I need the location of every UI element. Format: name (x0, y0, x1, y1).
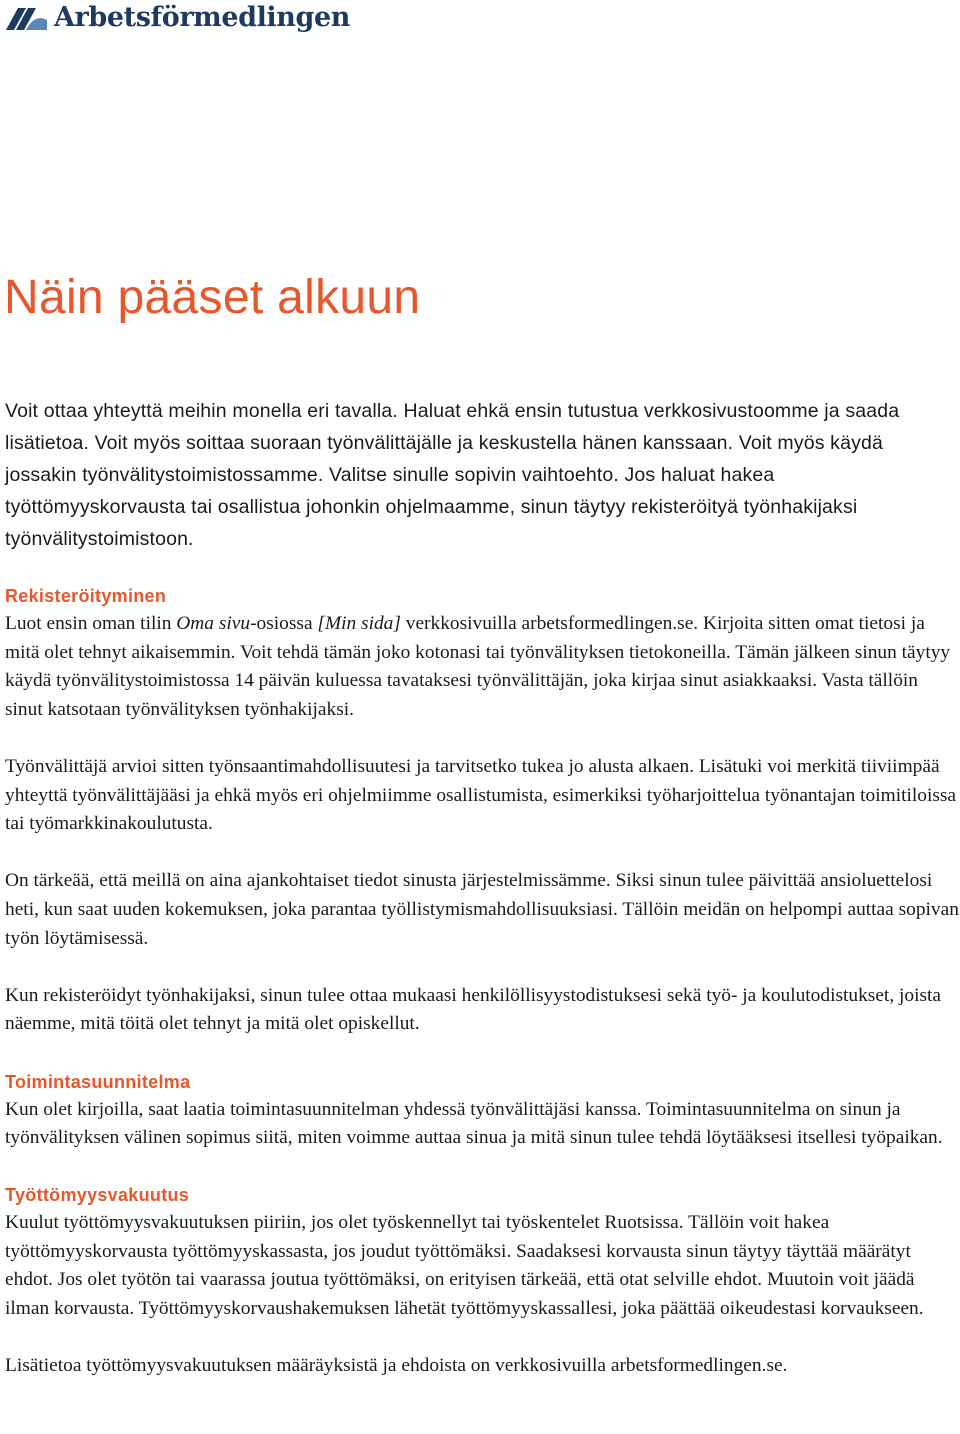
section-heading-unemployment-insurance: Työttömyysvakuutus (5, 1185, 190, 1206)
registration-text: -osiossa (250, 613, 318, 634)
action-plan-paragraph: Kun olet kirjoilla, saat laatia toimintasuunnitelman yhdessä työnvälittäjäsi kanssa. Toimintasuunnitelma on sinun ja työnvälityksen välinen sopimus siitä, miten voimme auttaa sinua ja mitä sinun tulee tehdä löytääksesi itsellesi työpaikan. (5, 1098, 943, 1149)
registration-paragraph-4: Kun rekisteröidyt työnhakijaksi, sinun tulee ottaa mukaasi henkilöllisyystodistuksesi sekä työ- ja koulutodistukset, joista näemme, mitä töitä olet tehnyt ja mitä olet opiskellut. (5, 984, 942, 1035)
registration-paragraph-3: On tärkeää, että meillä on aina ajankohtaiset tiedot sinusta järjestelmissämme. Siksi sinun tulee päivittää ansioluettelosi heti, kun saat uuden kokemuksen, joka parantaa työllistymismahdollisuuksiasi. Tällöin meidän on helpompi auttaa sopivan työn löytämisessä. (5, 870, 959, 949)
unemployment-insurance-paragraph-1: Kuulut työttömyysvakuutuksen piiriin, jos olet työskennellyt tai työskentelet Ruotsissa. Tällöin voit hakea työttömyyskorvausta työttömyyskassasta, jos joudut työttömäksi. Saadaksesi korvausta sinun täytyy täyttää määrätyt ehdot. Jos olet työtön tai vaarassa joutua työttömäksi, on erityisen tärkeää, että otat selville ehdot. Muutoin voit jäädä ilman korvausta. Työttömyyskorvaushakemuksen lähetät työttömyyskassallesi, joka päättää oikeudestasi korvaukseen. (5, 1212, 924, 1320)
page-title: Näin pääset alkuun (4, 271, 421, 324)
oma-sivu-term: Oma sivu (176, 613, 251, 634)
arbetsformedlingen-logo-icon (4, 4, 48, 32)
registration-text: verkkosivuilla arbetsformedlingen.se. Kirjoita sitten omat tietosi ja mitä olet tehnyt aikaisemmin. Voit tehdä tämän joko kotonasi tai työnvälityksen tietokoneilla. Tämän jälkeen sinun täytyy käydä työnvälitystoimistossa 14 päivän kuluessa tavataksesi työnvälittäjän, joka kirjaa sinut asiakkaaksi. Vasta tällöin sinut katsotaan työnvälityksen työnhakijaksi. (5, 613, 951, 720)
registration-text: Luot ensin oman tilin (5, 613, 177, 634)
section-heading-registration: Rekisteröityminen (5, 586, 167, 606)
section-heading-action-plan: Toimintasuunnitelma (5, 1071, 191, 1092)
registration-paragraph-1 (5, 610, 960, 724)
min-sida-term: [Min sida] (317, 613, 401, 634)
unemployment-insurance-paragraph-2: Lisätietoa työttömyysvakuutuksen määräyksistä ja ehdoista on verkkosivuilla arbetsformedlingen.se. (5, 1355, 788, 1377)
logo-text: Arbetsförmedlingen (54, 2, 351, 33)
registration-paragraph-2: Työnvälittäjä arvioi sitten työnsaantimahdollisuutesi ja tarvitsetko tukea jo alusta alkaen. Lisätuki voi merkitä tiiviimpää yhteyttä työnvälittäjääsi ja ehkä myös eri ohjelmiimme osallistumista, esimerkiksi työharjoittelua työnantajan toimitiloissa tai työmarkkinakoulutusta. (5, 755, 957, 835)
site-logo (4, 0, 350, 36)
intro-paragraph: Voit ottaa yhteyttä meihin monella eri tavalla. Haluat ehkä ensin tutustua verkkosivustoomme ja saada lisätietoa. Voit myös soittaa suoraan työnvälittäjälle ja keskustella hänen kanssaan. Voit myös käydä jossakin työnvälitystoimistossamme. Valitse sinulle sopivin vaihtoehto. Jos haluat hakea työttömyyskorvausta tai osallistua johonkin ohjelmaamme, sinun täytyy rekisteröityä työnhakijaksi työnvälitystoimistoon. (5, 400, 900, 550)
main-content (5, 582, 960, 1381)
